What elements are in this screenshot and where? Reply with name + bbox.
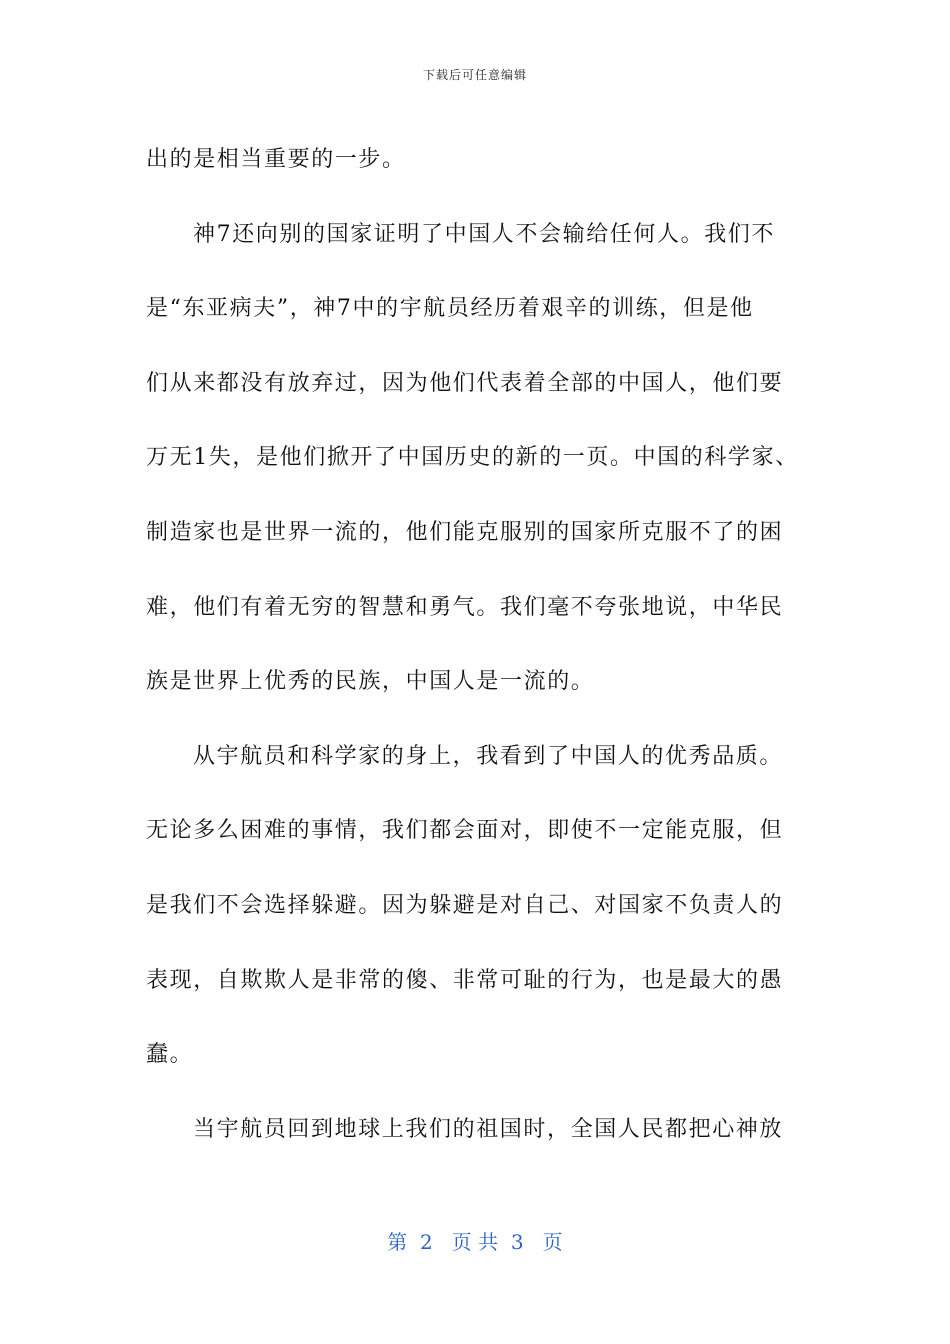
header-note: 下载后可任意编辑 [422,68,527,82]
text-line: 出的是相当重要的一步。 [146,147,406,172]
text-line: 无论多么困难的事情，我们都会面对，即使不一定能克服，但 [146,818,784,844]
text-line: 蠢。 [146,1042,194,1068]
text-line: 是我们不会选择躲避。因为躲避是对自己、对国家不负责人的 [146,892,784,918]
document-body [146,123,806,1167]
page-footer [0,1226,950,1255]
text-line: 表现，自欺欺人是非常的傻、非常可耻的行为，也是最大的愚 [146,967,784,993]
page-number-label: 第 2 页 共 3 页 [387,1230,563,1254]
paragraph-start-line: 神7还向别的国家证明了中国人不会输给任何人。我们不 [193,221,775,247]
text-line: 万无1失，是他们掀开了中国历史的新的一页。中国的科学家、 [146,445,799,471]
paragraph-start-line: 当宇航员回到地球上我们的祖国时，全国人民都把心神放 [193,1116,784,1142]
paragraph-start-line: 从宇航员和科学家的身上，我看到了中国人的优秀品质。 [193,743,784,769]
text-line: 们从来都没有放弃过，因为他们代表着全部的中国人，他们要 [146,370,784,396]
text-line: 是“东亚病夫”，神7中的宇航员经历着艰辛的训练，但是他 [146,296,754,322]
text-line: 族是世界上优秀的民族，中国人是一流的。 [146,669,595,695]
text-line: 难，他们有着无穷的智慧和勇气。我们毫不夸张地说，中华民 [146,594,784,620]
text-line: 制造家也是世界一流的，他们能克服别的国家所克服不了的困 [146,519,784,545]
